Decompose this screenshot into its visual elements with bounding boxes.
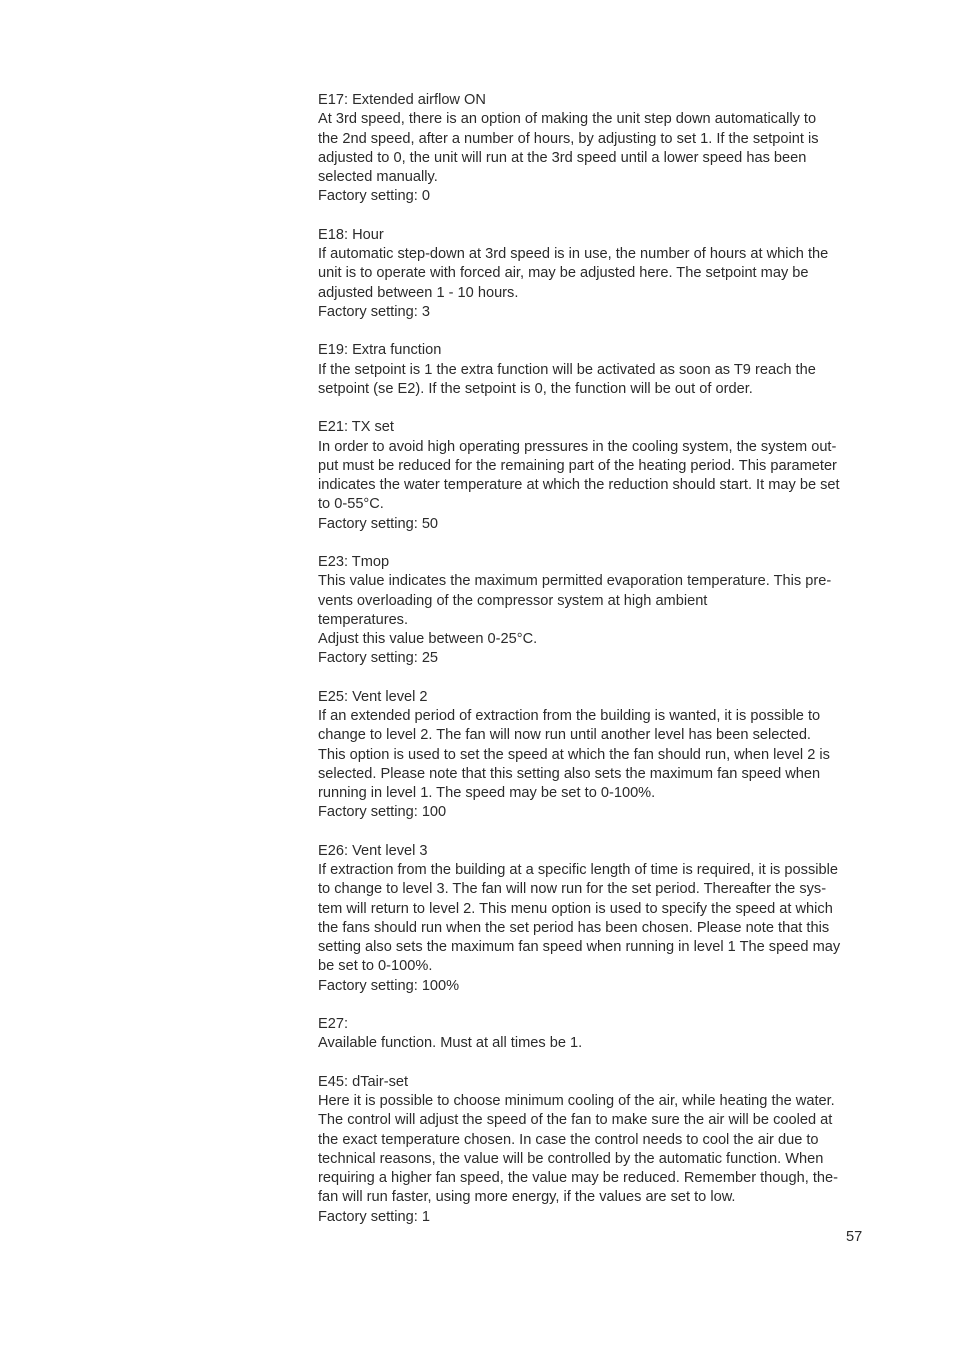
section-text-line: requiring a higher fan speed, the value may be reduced. Remember though, the-	[318, 1170, 839, 1186]
section-text-line: indicates the water temperature at which the reduction should start. It may be set	[318, 477, 840, 493]
section-text-line: temperatures.	[318, 611, 409, 628]
section-text-line: adjusted to 0, the unit will run at the 3rd speed until a lower speed has been	[318, 149, 807, 166]
factory-setting: Factory setting: 25	[318, 650, 439, 667]
section-text-line: setting also sets the maximum fan speed when running in level 1 The speed may	[318, 939, 841, 955]
section-text-line: tem will return to level 2. This menu option is used to specify the speed at which	[318, 900, 833, 917]
section-text-line: Adjust this value between 0-25°C.	[318, 631, 538, 647]
section-e19	[318, 341, 898, 399]
section-text-line: setpoint (se E2). If the setpoint is 0, the function will be out of order.	[318, 380, 753, 397]
section-heading: E27:	[318, 1016, 349, 1032]
section-text-line: In order to avoid high operating pressures in the cooling system, the system out-	[318, 438, 837, 455]
section-text-line: running in level 1. The speed may be set to 0-100%.	[318, 785, 656, 801]
section-text-line: selected manually.	[318, 169, 438, 185]
section-text-line: fan will run faster, using more energy, if the values are set to low.	[318, 1189, 736, 1206]
section-e25	[318, 688, 898, 823]
section-text-line: unit is to operate with forced air, may be adjusted here. The setpoint may be	[318, 265, 809, 282]
section-text-line: selected. Please note that this setting also sets the maximum fan speed when	[318, 765, 821, 782]
section-text-line: change to level 2. The fan will now run until another level has been selected.	[318, 727, 811, 744]
section-e45	[318, 1073, 898, 1227]
section-heading: E19: Extra function	[318, 342, 442, 359]
section-text-line: to change to level 3. The fan will now run for the set period. Thereafter the sys-	[318, 881, 827, 898]
section-heading: E25: Vent level 2	[318, 688, 428, 705]
section-e23	[318, 553, 898, 669]
section-e26	[318, 842, 898, 996]
document-body	[318, 91, 898, 1227]
section-text-line: This value indicates the maximum permitted evaporation temperature. This pre-	[318, 573, 832, 590]
section-text-line: vents overloading of the compressor system at high ambient	[318, 592, 708, 609]
section-text-line: to 0-55°C.	[318, 496, 384, 513]
section-text-line: adjusted between 1 - 10 hours.	[318, 284, 519, 301]
factory-setting: Factory setting: 100	[318, 804, 447, 821]
section-text-line: The control will adjust the speed of the fan to make sure the air will be cooled at	[318, 1112, 833, 1129]
section-heading: E26: Vent level 3	[318, 842, 428, 859]
section-text-line: At 3rd speed, there is an option of making the unit step down automatically to	[318, 111, 817, 128]
factory-setting: Factory setting: 1	[318, 1208, 430, 1225]
factory-setting: Factory setting: 100%	[318, 977, 460, 994]
section-text-line: the 2nd speed, after a number of hours, by adjusting to set 1. If the setpoint is	[318, 130, 819, 147]
page-number: 57	[846, 1229, 863, 1245]
factory-setting: Factory setting: 50	[318, 515, 439, 532]
section-e21	[318, 418, 898, 534]
section-text-line: If an extended period of extraction from the building is wanted, it is possible to	[318, 708, 821, 724]
section-heading: E17: Extended airflow ON	[318, 92, 486, 108]
section-heading: E45: dTair-set	[318, 1073, 409, 1090]
section-text-line: the exact temperature chosen. In case the control needs to cool the air due to	[318, 1131, 819, 1148]
section-heading: E21: TX set	[318, 419, 394, 436]
section-text-line: be set to 0-100%.	[318, 958, 433, 975]
section-e17	[318, 91, 898, 207]
section-text-line: If extraction from the building at a specific length of time is required, it is possible	[318, 862, 838, 878]
section-text-line: If automatic step-down at 3rd speed is in use, the number of hours at which the	[318, 246, 829, 262]
section-heading: E23: Tmop	[318, 554, 390, 570]
section-text-line: Available function. Must at all times be 1.	[318, 1035, 583, 1052]
section-e27	[318, 1015, 898, 1054]
section-text-line: Here it is possible to choose minimum cooling of the air, while heating the water.	[318, 1093, 835, 1109]
section-text-line: put must be reduced for the remaining part of the heating period. This parameter	[318, 457, 837, 474]
factory-setting: Factory setting: 3	[318, 303, 430, 320]
section-text-line: This option is used to set the speed at which the fan should run, when level 2 is	[318, 746, 830, 763]
section-text-line: technical reasons, the value will be controlled by the automatic function. When	[318, 1150, 824, 1167]
section-e18	[318, 226, 898, 322]
factory-setting: Factory setting: 0	[318, 188, 430, 205]
section-text-line: If the setpoint is 1 the extra function will be activated as soon as T9 reach the	[318, 361, 816, 378]
section-heading: E18: Hour	[318, 226, 384, 243]
section-text-line: the fans should run when the set period has been chosen. Please note that this	[318, 919, 830, 936]
